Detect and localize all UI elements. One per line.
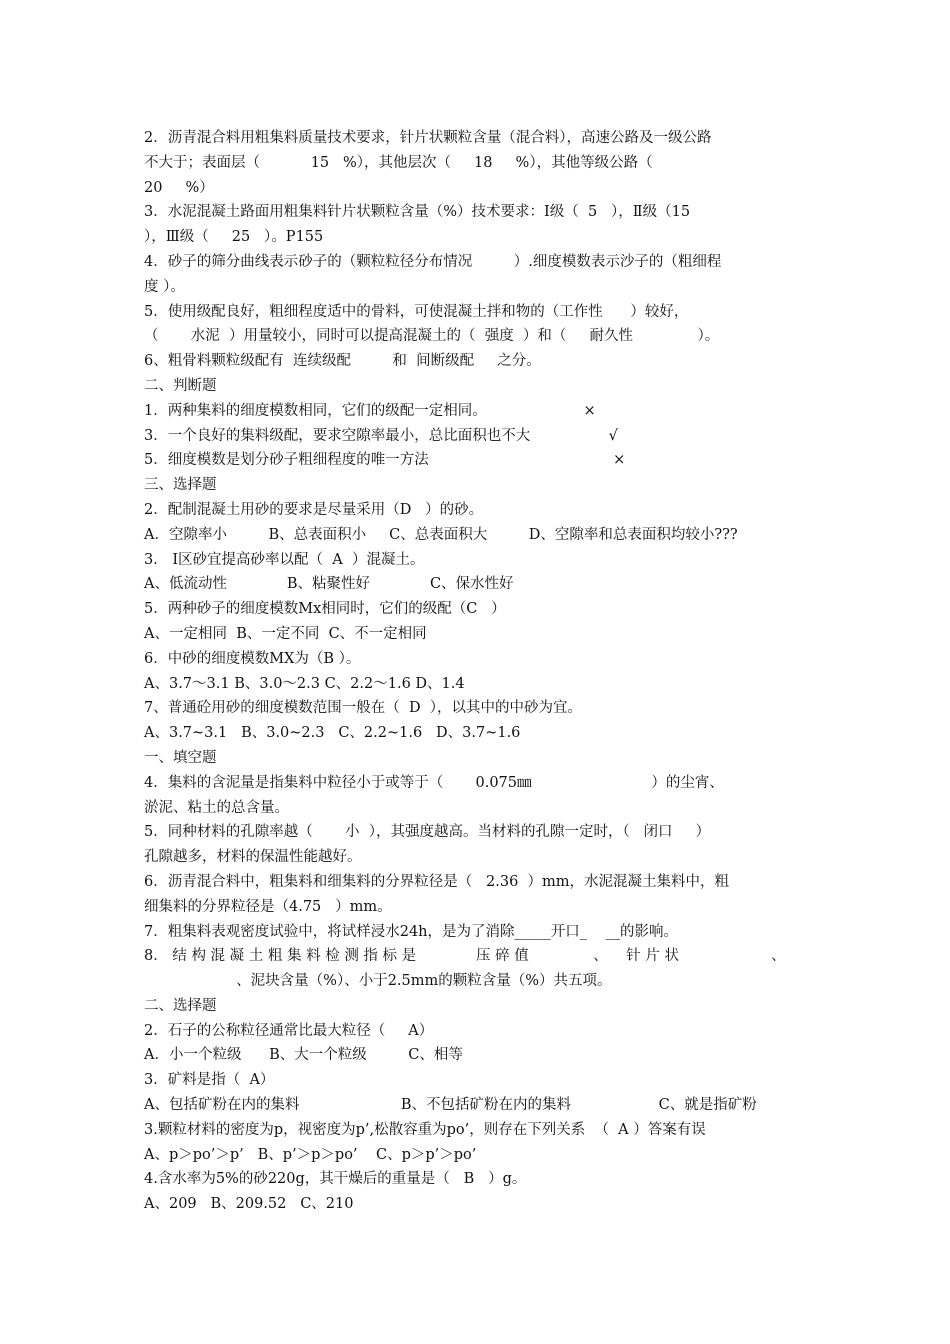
text-line: A、一定相同 B、一定不同 C、不一定相同 [144,625,427,642]
text-line: （ 水泥 ）用量较小，同时可以提高混凝土的（ 强度 ）和（ 耐久性 ）。 [144,328,720,345]
text-line: A．小一个粒级 B、大一个粒级 C、相等 [144,1047,463,1064]
text-line: ），Ⅲ级（ 25 ）。P155 [144,229,324,246]
text-line: 不大于；表面层（ 15 %），其他层次（ 18 %），其他等级公路（ [144,154,653,171]
text-line: 6．中砂的细度模数MX为（B ）。 [144,650,361,667]
text-line: A．空隙率小 B、总表面积小 C、总表面积大 D、空隙率和总表面积均较小??? [144,526,738,543]
text-line: 3．一个良好的集料级配，要求空隙率最小，总比面积也不大 √ [144,427,618,444]
text-line: 4．集料的含泥量是指集料中粒径小于或等于（ 0.075㎜ ）的尘宵、 [144,774,724,791]
text-line: A、3.7～3.1 B、3.0～2.3 C、2.2～1.6 D、1.4 [144,675,465,692]
exam-text-body [144,126,812,1217]
text-line: 3．矿料是指（ A） [144,1072,275,1089]
text-line: 7．粗集料表观密度试验中，将试样浸水24h，是为了消除_____开口_ __的影响。 [144,923,678,940]
text-line: 2．石子的公称粒径通常比最大粒径（ A） [144,1022,434,1039]
section-heading: 一、填空题 [144,749,217,766]
text-line: A、209 B、209.52 C、210 [144,1196,354,1213]
text-line: 孔隙越多，材料的保温性能越好。 [144,849,362,866]
text-line: 2．配制混凝土用砂的要求是尽量采用（D ）的砂。 [144,501,484,518]
text-line: A、包括矿粉在内的集料 B、不包括矿粉在内的集料 C、就是指矿粉 [144,1097,757,1114]
section-heading: 二、选择题 [144,997,217,1014]
text-line: A、p＞po’＞p’ B、p’＞p＞po’ C、p＞p’＞po’ [144,1146,477,1163]
text-line: 6．沥青混合料中，粗集料和细集料的分界粒径是（ 2.36 ）mm，水泥混凝土集料中，粗 [144,873,730,890]
text-line: 20 %） [144,179,214,196]
text-line: 4．砂子的筛分曲线表示砂子的（颗粒粒径分布情况 ）.细度模数表示沙子的（粗细程 [144,253,722,270]
text-line: 2．沥青混合料用粗集料质量技术要求，针片状颗粒含量（混合料），高速公路及一级公路 [144,130,712,146]
text-line: 7、普通砼用砂的细度模数范围一般在（ D ），以其中的中砂为宜。 [144,700,583,717]
text-line: 淤泥、粘土的总含量。 [144,799,289,816]
text-line: 8． 结 构 混 凝 土 粗 集 料 检 测 指 标 是 压 碎 值 、 针 片 状 、 [144,948,786,965]
text-line: 1．两种集料的细度模数相同，它们的级配一定相同。 × [144,402,596,419]
text-line: A、低流动性 B、粘聚性好 C、保水性好 [144,576,514,593]
section-heading: 三、选择题 [144,477,217,494]
section-heading: 二、判断题 [144,377,217,394]
text-line: 5．同种材料的孔隙率越（ 小 ），其强度越高。当材料的孔隙一定时，（ 闭口 ） [144,824,711,841]
text-line: 4.含水率为5%的砂220g，其干燥后的重量是（ B ）g。 [144,1171,527,1188]
text-line: 3．水泥混凝土路面用粗集料针片状颗粒含量（%）技术要求：Ⅰ级（ 5 ），Ⅱ级（15 [144,204,691,221]
text-line: 5．使用级配良好，粗细程度适中的骨料，可使混凝土拌和物的（工作性 ）较好， [144,303,689,320]
text-line: 、泥块含量（%）、小于2.5mm的颗粒含量（%）共五项。 [144,973,612,990]
text-line: 6、粗骨料颗粒级配有 连续级配 和 间断级配 之分。 [144,353,541,370]
text-line: 3． I区砂宜提高砂率以配（ A ）混凝土。 [144,551,425,568]
text-line: 细集料的分界粒径是（4.75 ）mm。 [144,898,392,915]
text-line: 5．细度模数是划分砂子粗细程度的唯一方法 × [144,452,626,469]
text-line: 度 ）。 [144,278,185,295]
text-line: 5．两种砂子的细度模数Mx相同时，它们的级配（C ） [144,601,506,618]
text-line: 3.颗粒材料的密度为p，视密度为p’,松散容重为po’，则存在下列关系 （ A ）答案有误 [144,1121,706,1138]
text-line: A、3.7~3.1 B、3.0~2.3 C、2.2~1.6 D、3.7~1.6 [144,725,521,742]
